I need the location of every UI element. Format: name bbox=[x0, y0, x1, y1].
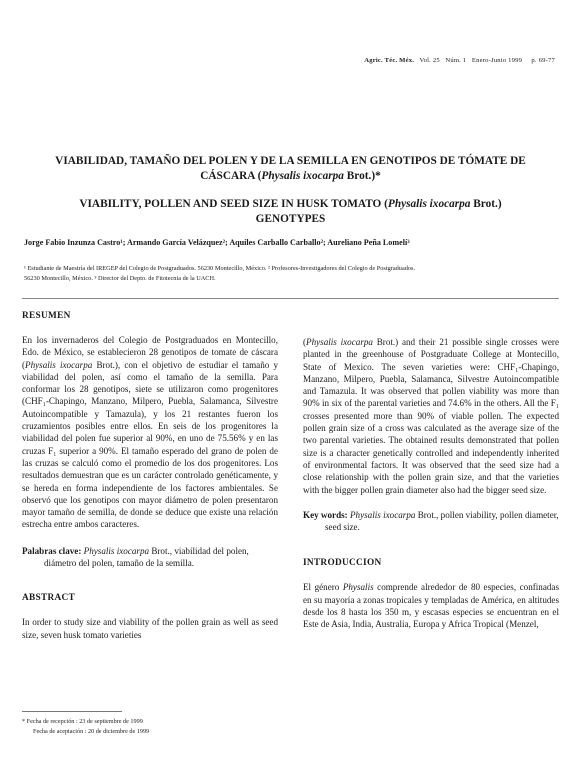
keywords-species: Physalis ixocarpa bbox=[350, 509, 416, 520]
resumen-species: Physalis ixocarpa bbox=[25, 359, 93, 370]
footnote-rule bbox=[22, 711, 122, 712]
journal-header bbox=[0, 57, 555, 64]
journal-name: Agric. Téc. Méx. bbox=[364, 57, 415, 64]
affiliation-line1: ¹ Estudiante de Maestría del IREGEP del Colegio de Postgraduados. 56230 Montecillo, México. ² Profesores-Investigadores del Colegio de Postgraduados. bbox=[24, 265, 416, 272]
intro-heading: INTRODUCCION bbox=[303, 558, 382, 569]
journal-period: Enero-Junio 1999 bbox=[471, 57, 523, 64]
title-english-prefix: VIABILITY, POLLEN AND SEED SIZE IN HUSK TOMATO ( bbox=[79, 198, 388, 210]
intro-body bbox=[303, 581, 559, 630]
affiliation-line2: 56230 Montecillo, México. ³ Director del Depto. de Fitotecnia de la UACH. bbox=[24, 274, 216, 282]
footnotes bbox=[22, 717, 149, 736]
author-list: Jorge Fabio Inzunza Castro¹; Armando García Velázquez²; Aquiles Carballo Carballo²; Aureliano Peña Lomelí³ bbox=[24, 238, 410, 247]
resumen-heading: RESUMEN bbox=[22, 311, 71, 321]
title-spanish-species: Physalis ixocarpa bbox=[261, 170, 344, 182]
title-english-line2: GENOTYPES bbox=[255, 213, 326, 225]
intro-text-2: comprende alrededor de 80 especies, confinadas en su mayoría a zonas tropicales y templadas de América, en altitudes desde los 8 hasta los 350 m, y escasas especies se encuentran en el Este de Asia, India, Australia, Europa y Africa Tropical (Menzel, bbox=[303, 582, 559, 630]
abstract-body-left: In order to study size and viability of the pollen grain as well as seed size, seven husk tomato varieties bbox=[22, 617, 278, 640]
resumen-text-1: En los invernaderos del Colegio de Postgraduados en Montecillo, Edo. de México, se establecieron 28 genotipos de tomate de cáscara ( bbox=[22, 335, 278, 370]
intro-genus: Physalis bbox=[342, 582, 374, 593]
palabras-label: Palabras clave: bbox=[22, 545, 82, 556]
abstract-species: Physalis ixocarpa bbox=[306, 337, 373, 347]
title-english-suffix: Brot.) bbox=[470, 198, 502, 210]
palabras-species: Physalis ixocarpa bbox=[83, 545, 150, 556]
journal-number: Núm. 1 bbox=[445, 57, 467, 64]
journal-volume: Vol. 25 bbox=[419, 57, 440, 64]
title-spanish-line1: VIABILIDAD, TAMAÑO DEL POLEN Y DE LA SEMILLA EN GENOTIPOS DE TÓMATE DE bbox=[55, 155, 526, 167]
keywords-text: Brot., pollen viability, pollen diameter, seed size. bbox=[325, 509, 559, 533]
footnote-accepted: Fecha de aceptación : 20 de diciembre de 1999 bbox=[33, 727, 150, 735]
title-english-line1 bbox=[30, 197, 551, 212]
title-spanish-line2 bbox=[20, 169, 561, 184]
journal-pages: p. 69-77 bbox=[531, 57, 555, 64]
resumen-text-2: Brot.), con el objetivo de estudiar el tamaño y viabilidad del polen, así como el tamaño de la semilla. Para conformar los 28 genotipos, siete se utilizaron como progenitores (CHF₁-Chapingo, Manzano, Milpero, Puebla, Salamanca, Silvestre Autoincompatible y Tamazula), y los 21 restantes fueron los cruzamientos posibles entre ellos. En seis de los progenitores la viabilidad del polen fue superior al 90%, en uno de 75.56% y en las cruzas F₁ superior a 90%. El tamaño esperado del grano de polen de las cruzas se calculó como el promedio de los dos progenitores. Los resultados demuestran que es un carácter controlado genéticamente, y se hereda en forma independiente de los factores ambientales. Se observó que los genotipos con mayor diámetro de polen presentaron mayor tamaño de semilla, de donde se deduce que existe una relación estrecha entre ambos caracteres. bbox=[22, 359, 278, 530]
palabras-text: Brot., viabilidad del polen, diámetro del polen, tamaño de la semilla. bbox=[44, 545, 249, 569]
title-spanish-suffix: Brot.)* bbox=[343, 170, 381, 182]
footnote-received: * Fecha de recepción : 23 de septiembre de 1999 bbox=[22, 718, 143, 725]
keywords bbox=[303, 509, 559, 534]
abstract-text: Brot.) and their 21 possible single crosses were planted in the greenhouse of Postgraduate College at Montecillo, State of Mexico. The seven varieties were: CHF₁-Chapingo, Manzano, Milpero, Puebla, Salamanca, Silvestre Autoincompatible and Tamazula. It was observed that pollen viability was more than 90% in six of the parental varieties and 74.6% in the others. All the F₁ crosses presented more than 90% of viable pollen. The expected pollen grain size of a cross was calculated as the average size of the two parental varieties. The obtained results demonstrated that pollen size is a character genetically controlled and independently inherited of environmental factors. It was observed that the seed size had a close relationship with the pollen grain size, and that the varieties with the bigger pollen grain diameter also had the bigger seed size. bbox=[303, 337, 559, 495]
palabras-clave bbox=[22, 545, 278, 570]
title-english bbox=[30, 197, 551, 227]
right-column bbox=[303, 336, 559, 631]
affiliations bbox=[24, 264, 559, 283]
title-english-species: Physalis ixocarpa bbox=[387, 198, 471, 210]
left-column bbox=[22, 311, 278, 641]
resumen-body bbox=[22, 334, 278, 531]
abstract-heading: ABSTRACT bbox=[22, 593, 76, 604]
section-divider bbox=[22, 298, 559, 299]
keywords-label: Key words: bbox=[303, 509, 348, 520]
title-spanish bbox=[20, 154, 561, 184]
abstract-body-right: (Physalis ixocarpa Brot.) and their 21 possible single crosses were planted in the greenhouse of Postgraduate College at Montecillo, State of Mexico. The seven varieties were: CHF₁-Chapingo, Manzano, Milpero, Puebla, Salamanca, Silvestre Autoincompatible and Tamazula. It was observed that pollen viability was more than 90% in six of the parental varieties and 74.6% in the others. All the F₁ crosses presented more than 90% of viable pollen. The expected pollen grain size of a cross was calculated as the average size of the two parental varieties. The obtained results demonstrated that pollen size is a character genetically controlled and independently inherited of environmental factors. It was observed that the seed size had a close relationship with the pollen grain size, and that the varieties with the bigger pollen grain diameter also had the bigger seed size. bbox=[303, 337, 559, 495]
title-spanish-prefix: CÁSCARA ( bbox=[200, 170, 262, 182]
intro-text-1: El género bbox=[303, 582, 343, 593]
